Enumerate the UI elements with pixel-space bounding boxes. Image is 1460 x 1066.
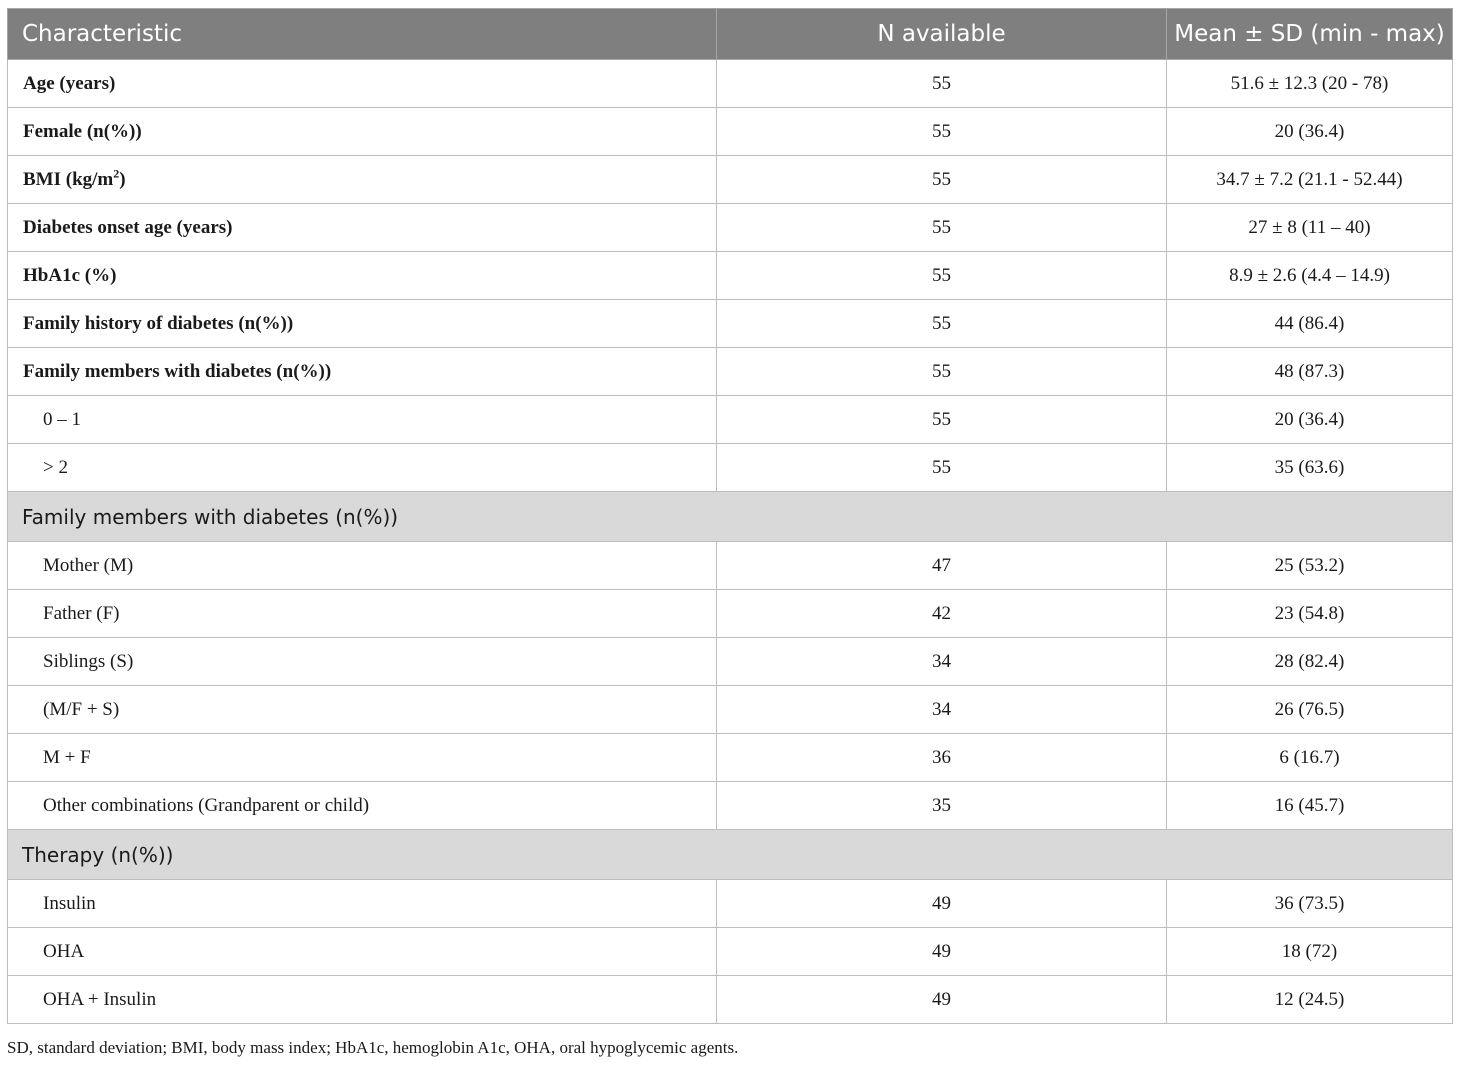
mean-sd-cell: 26 (76.5) xyxy=(1167,686,1453,734)
n-available-cell: 42 xyxy=(717,590,1167,638)
characteristic-cell xyxy=(8,60,717,108)
characteristic-label-superscript: 2 xyxy=(113,166,120,181)
characteristic-cell xyxy=(8,348,717,396)
mean-sd-cell: 6 (16.7) xyxy=(1167,734,1453,782)
mean-sd-cell: 25 (53.2) xyxy=(1167,542,1453,590)
characteristic-label: Age (years) xyxy=(23,72,116,94)
characteristics-table xyxy=(7,8,1453,1024)
table-row xyxy=(8,880,1453,928)
mean-sd-cell: 18 (72) xyxy=(1167,928,1453,976)
characteristic-label: 0 – 1 xyxy=(43,408,81,430)
header-mean-sd: Mean ± SD (min - max) xyxy=(1167,9,1453,60)
characteristic-label: Siblings (S) xyxy=(43,650,134,672)
characteristics-table-container xyxy=(7,8,1452,1024)
table-body xyxy=(8,60,1453,1024)
table-row xyxy=(8,300,1453,348)
characteristic-label: Other combinations (Grandparent or child) xyxy=(43,794,370,816)
table-row xyxy=(8,108,1453,156)
n-available-cell: 36 xyxy=(717,734,1167,782)
n-available-cell: 49 xyxy=(717,976,1167,1024)
table-row xyxy=(8,348,1453,396)
n-available-cell: 55 xyxy=(717,252,1167,300)
mean-sd-cell: 35 (63.6) xyxy=(1167,444,1453,492)
n-available-cell: 55 xyxy=(717,60,1167,108)
characteristic-cell xyxy=(8,204,717,252)
table-row xyxy=(8,782,1453,830)
mean-sd-cell: 34.7 ± 7.2 (21.1 - 52.44) xyxy=(1167,156,1453,204)
table-footnote: SD, standard deviation; BMI, body mass index; HbA1c, hemoglobin A1c, OHA, oral hypoglycemic agents. xyxy=(7,1038,739,1057)
mean-sd-cell: 44 (86.4) xyxy=(1167,300,1453,348)
characteristic-cell xyxy=(8,252,717,300)
characteristic-label: Family history of diabetes (n(%)) xyxy=(23,312,294,334)
section-header-row xyxy=(8,830,1453,880)
characteristic-label: Insulin xyxy=(43,892,96,914)
n-available-cell: 49 xyxy=(717,928,1167,976)
table-row xyxy=(8,204,1453,252)
characteristic-cell xyxy=(8,156,717,204)
n-available-cell: 55 xyxy=(717,156,1167,204)
table-row xyxy=(8,928,1453,976)
n-available-cell: 55 xyxy=(717,396,1167,444)
mean-sd-cell: 20 (36.4) xyxy=(1167,396,1453,444)
section-header-label: Therapy (n(%)) xyxy=(8,830,1453,880)
characteristic-label: Father (F) xyxy=(43,602,120,624)
n-available-cell: 49 xyxy=(717,880,1167,928)
n-available-cell: 55 xyxy=(717,444,1167,492)
characteristic-label: (M/F + S) xyxy=(43,698,120,720)
mean-sd-cell: 48 (87.3) xyxy=(1167,348,1453,396)
table-row xyxy=(8,444,1453,492)
characteristic-label: Diabetes onset age (years) xyxy=(23,216,233,238)
characteristic-cell xyxy=(8,734,717,782)
mean-sd-cell: 12 (24.5) xyxy=(1167,976,1453,1024)
characteristic-cell xyxy=(8,880,717,928)
characteristic-cell xyxy=(8,976,717,1024)
mean-sd-cell: 36 (73.5) xyxy=(1167,880,1453,928)
characteristic-cell xyxy=(8,638,717,686)
mean-sd-cell: 20 (36.4) xyxy=(1167,108,1453,156)
n-available-cell: 34 xyxy=(717,686,1167,734)
n-available-cell: 47 xyxy=(717,542,1167,590)
header-n-available: N available xyxy=(717,9,1167,60)
characteristic-cell xyxy=(8,396,717,444)
characteristic-label: BMI (kg/m xyxy=(23,168,114,190)
table-row xyxy=(8,252,1453,300)
characteristic-label: > 2 xyxy=(43,456,68,478)
characteristic-label: OHA xyxy=(43,940,85,962)
n-available-cell: 55 xyxy=(717,348,1167,396)
table-row xyxy=(8,686,1453,734)
characteristic-cell xyxy=(8,782,717,830)
characteristic-label: M + F xyxy=(43,746,91,768)
characteristic-label: Family members with diabetes (n(%)) xyxy=(23,360,332,382)
characteristic-label: HbA1c (%) xyxy=(23,264,117,286)
mean-sd-cell: 23 (54.8) xyxy=(1167,590,1453,638)
characteristic-cell xyxy=(8,686,717,734)
table-row xyxy=(8,976,1453,1024)
table-row xyxy=(8,638,1453,686)
table-row xyxy=(8,734,1453,782)
n-available-cell: 55 xyxy=(717,108,1167,156)
mean-sd-cell: 16 (45.7) xyxy=(1167,782,1453,830)
table-row xyxy=(8,156,1453,204)
table-row xyxy=(8,396,1453,444)
characteristic-label: Mother (M) xyxy=(43,554,134,576)
n-available-cell: 35 xyxy=(717,782,1167,830)
header-row xyxy=(8,9,1453,60)
section-header-label: Family members with diabetes (n(%)) xyxy=(8,492,1453,542)
mean-sd-cell: 51.6 ± 12.3 (20 - 78) xyxy=(1167,60,1453,108)
section-header-row xyxy=(8,492,1453,542)
n-available-cell: 55 xyxy=(717,300,1167,348)
characteristic-label-suffix: ) xyxy=(119,168,126,190)
mean-sd-cell: 8.9 ± 2.6 (4.4 – 14.9) xyxy=(1167,252,1453,300)
characteristic-cell xyxy=(8,444,717,492)
n-available-cell: 34 xyxy=(717,638,1167,686)
characteristic-label: OHA + Insulin xyxy=(43,988,157,1010)
header-characteristic: Characteristic xyxy=(8,9,717,60)
characteristic-cell xyxy=(8,590,717,638)
table-row xyxy=(8,590,1453,638)
mean-sd-cell: 28 (82.4) xyxy=(1167,638,1453,686)
characteristic-cell xyxy=(8,300,717,348)
characteristic-cell xyxy=(8,928,717,976)
characteristic-cell xyxy=(8,542,717,590)
table-row xyxy=(8,60,1453,108)
n-available-cell: 55 xyxy=(717,204,1167,252)
table-row xyxy=(8,542,1453,590)
mean-sd-cell: 27 ± 8 (11 – 40) xyxy=(1167,204,1453,252)
characteristic-cell xyxy=(8,108,717,156)
characteristic-label: Female (n(%)) xyxy=(23,120,142,142)
